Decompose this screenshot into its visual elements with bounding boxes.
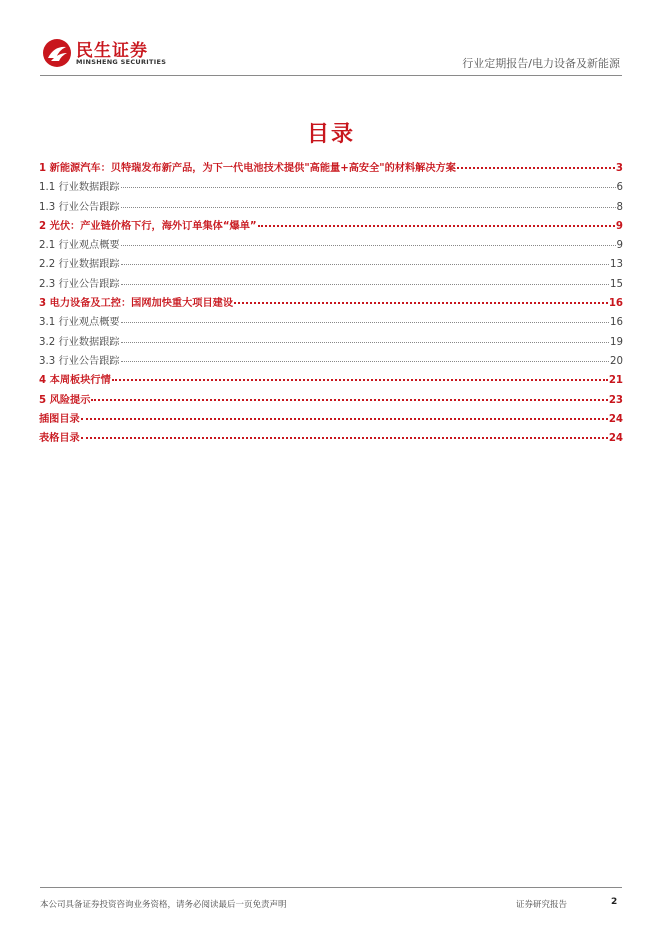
toc-entry[interactable] (39, 178, 623, 197)
toc-entry[interactable] (39, 333, 623, 352)
table-of-contents (39, 159, 623, 448)
toc-leader-dots (121, 342, 609, 343)
toc-leader-dots (121, 284, 609, 285)
toc-entry-page: 9 (616, 240, 623, 252)
toc-entry[interactable] (39, 198, 623, 217)
toc-entry-label: 3.3 行业公告跟踪 (39, 355, 120, 367)
toc-entry-page: 9 (615, 220, 623, 232)
header-divider (40, 75, 622, 76)
toc-entry-label: 3 电力设备及工控：国网加快重大项目建设 (39, 298, 234, 310)
page-header (0, 0, 662, 78)
toc-entry-page: 23 (608, 394, 623, 406)
toc-entry-label: 插图目录 (39, 413, 80, 425)
toc-entry-page: 16 (608, 298, 623, 310)
toc-entry-page: 19 (610, 336, 623, 348)
toc-entry-page: 6 (616, 182, 623, 194)
toc-entry-page: 8 (616, 201, 623, 213)
toc-entry-label: 3.2 行业数据跟踪 (39, 336, 120, 348)
toc-entry-label: 1.1 行业数据跟踪 (39, 182, 120, 194)
toc-entry[interactable] (39, 159, 623, 178)
toc-entry-page: 21 (608, 375, 623, 387)
toc-entry[interactable] (39, 275, 623, 294)
toc-entry-page: 3 (615, 163, 623, 174)
toc-entry-page: 20 (610, 355, 623, 367)
toc-entry-label: 3.1 行业观点概要 (39, 317, 120, 329)
toc-entry-page: 13 (610, 259, 623, 271)
page-number: 2 (611, 897, 618, 907)
toc-leader-dots (121, 187, 616, 188)
toc-entry-page: 15 (610, 278, 623, 290)
toc-entry-page: 24 (608, 433, 623, 445)
toc-leader-dots (457, 167, 615, 169)
toc-entry-label: 2.2 行业数据跟踪 (39, 259, 120, 271)
toc-entry[interactable] (39, 371, 623, 390)
toc-leader-dots (81, 437, 608, 439)
company-logo (42, 38, 172, 72)
toc-entry-label: 2.1 行业观点概要 (39, 240, 120, 252)
toc-leader-dots (121, 264, 609, 265)
toc-leader-dots (121, 245, 616, 246)
footer-disclaimer: 本公司具备证券投资咨询业务资格，请务必阅读最后一页免责声明 (40, 900, 287, 910)
toc-leader-dots (258, 225, 615, 227)
toc-leader-dots (121, 322, 609, 323)
toc-entry[interactable] (39, 391, 623, 410)
toc-title: 目录 (306, 122, 355, 147)
footer-doc-type: 证券研究报告 (516, 900, 568, 910)
toc-leader-dots (121, 361, 609, 362)
toc-entry-label: 1.3 行业公告跟踪 (39, 201, 120, 213)
toc-entry-label: 4 本周板块行情 (39, 375, 111, 387)
toc-leader-dots (91, 399, 607, 401)
footer-divider (40, 887, 622, 888)
toc-leader-dots (234, 302, 608, 304)
toc-entry-label: 5 风险提示 (39, 394, 91, 406)
toc-entry[interactable] (39, 294, 623, 313)
toc-leader-dots (81, 418, 608, 420)
toc-leader-dots (112, 379, 608, 381)
toc-entry-page: 24 (608, 413, 623, 425)
toc-entry[interactable] (39, 217, 623, 236)
minsheng-logo-icon (42, 38, 72, 68)
toc-entry[interactable] (39, 313, 623, 332)
toc-entry-label: 1 新能源汽车：贝特瑞发布新产品，为下一代电池技术提供"高能量+高安全"的材料解决方案 (39, 163, 456, 174)
toc-entry[interactable] (39, 352, 623, 371)
toc-entry-label: 2.3 行业公告跟踪 (39, 278, 120, 290)
toc-entry[interactable] (39, 255, 623, 274)
toc-entry[interactable] (39, 410, 623, 429)
toc-entry-page: 16 (610, 317, 623, 329)
toc-entry-label: 表格目录 (39, 433, 80, 445)
toc-entry[interactable] (39, 236, 623, 255)
logo-text-en: MINSHENG SECURITIES (76, 58, 167, 66)
report-category: 行业定期报告/电力设备及新能源 (462, 57, 620, 70)
toc-entry-label: 2 光伏：产业链价格下行，海外订单集体“爆单” (39, 220, 257, 232)
toc-entry[interactable] (39, 429, 623, 448)
toc-leader-dots (121, 207, 616, 208)
logo-text-cn: 民生证券 (76, 41, 148, 61)
